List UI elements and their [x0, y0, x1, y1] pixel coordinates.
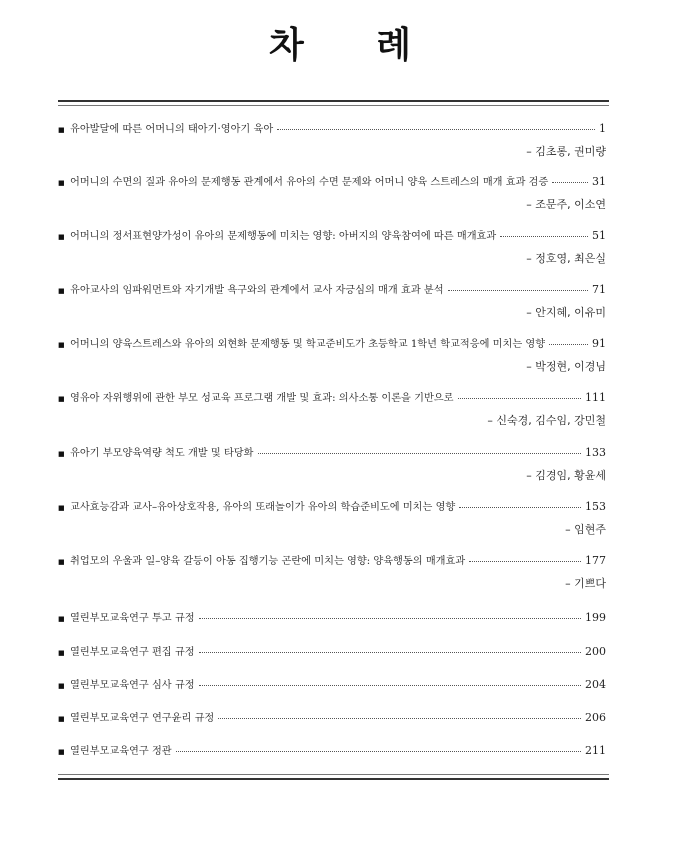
toc-entry-page: 199: [585, 611, 606, 624]
toc-entry-line: [58, 229, 606, 244]
dot-leader: [549, 342, 588, 345]
toc-entry-page: 200: [585, 645, 606, 658]
page-title: 차 례: [268, 25, 442, 66]
dot-leader: [277, 127, 595, 130]
toc-entry-title: 유아기 부모양육역량 척도 개발 및 타당화: [70, 448, 254, 459]
toc-entry-line: [58, 446, 606, 461]
toc-entry-title: 유아발달에 따른 어머니의 태아기·영아기 육아: [70, 124, 274, 135]
toc-entry-line: [58, 122, 606, 137]
toc-entry-page: 51: [592, 229, 606, 242]
square-bullet-icon: ■: [58, 649, 65, 657]
square-bullet-icon: ■: [58, 615, 65, 623]
toc-entry-line: [58, 337, 606, 352]
square-bullet-icon: ■: [58, 450, 65, 458]
toc-entry-page: 111: [585, 391, 606, 404]
toc-entry-line: [58, 645, 606, 660]
square-bullet-icon: ■: [58, 179, 65, 187]
toc-entry-author: – 임현주: [565, 523, 606, 536]
toc-entry[interactable]: [58, 500, 606, 537]
toc-entry-title: 교사효능감과 교사–유아상호작용, 유아의 또래놀이가 유아의 학습준비도에 미치는 영향: [70, 502, 456, 513]
toc-entry[interactable]: [58, 337, 606, 374]
dot-leader: [500, 234, 588, 237]
dot-leader: [218, 716, 581, 719]
toc-entry-page: 204: [585, 678, 606, 691]
toc-entry-line: [58, 611, 606, 626]
square-bullet-icon: ■: [58, 682, 65, 690]
toc-entry-author: – 신숙경, 김수임, 강민철: [487, 414, 606, 427]
toc-entry[interactable]: [58, 122, 606, 159]
toc-entry-page: 153: [585, 500, 606, 513]
square-bullet-icon: ■: [58, 504, 65, 512]
toc-entry-title: 어머니의 양육스트레스와 유아의 외현화 문제행동 및 학교준비도가 초등학교 1학년 학교적응에 미치는 영향: [70, 339, 546, 350]
toc-entry-title: 어머니의 정서표현양가성이 유아의 문제행동에 미치는 영향: 아버지의 양육참여에 따른 매개효과: [70, 231, 497, 242]
square-bullet-icon: ■: [58, 715, 65, 723]
toc-entry-author: – 정호영, 최은실: [526, 252, 606, 265]
square-bullet-icon: ■: [58, 395, 65, 403]
toc-entry-page: 133: [585, 446, 606, 459]
square-bullet-icon: ■: [58, 233, 65, 241]
toc-entry-title: 열린부모교육연구 연구윤리 규정: [70, 713, 215, 724]
toc-entry-line: [58, 283, 606, 298]
toc-entry-title: 유아교사의 임파워먼트와 자기개발 욕구와의 관계에서 교사 자긍심의 매개 효과 분석: [70, 285, 444, 296]
bottom-divider: [58, 774, 609, 780]
dot-leader: [448, 288, 588, 291]
toc-entry-line: [58, 554, 606, 569]
dot-leader: [459, 505, 581, 508]
toc-entry[interactable]: [58, 554, 606, 591]
toc-entry-line: [58, 391, 606, 406]
dot-leader: [469, 559, 581, 562]
toc-entry[interactable]: [58, 678, 606, 693]
dot-leader: [199, 683, 581, 686]
toc-entry-title: 영유아 자위행위에 관한 부모 성교육 프로그램 개발 및 효과: 의사소통 이론을 기반으로: [70, 393, 454, 404]
toc-entry[interactable]: [58, 645, 606, 660]
toc-entry-author: – 김초롱, 권미량: [526, 145, 606, 158]
square-bullet-icon: ■: [58, 748, 65, 756]
toc-entry-line: [58, 678, 606, 693]
square-bullet-icon: ■: [58, 287, 65, 295]
toc-entry-author: – 조문주, 이소연: [526, 198, 606, 211]
square-bullet-icon: ■: [58, 558, 65, 566]
toc-entry-title: 열린부모교육연구 투고 규정: [70, 613, 195, 624]
toc-entry-line: [58, 711, 606, 726]
toc-entry-page: 31: [592, 175, 606, 188]
toc-entry[interactable]: [58, 446, 606, 483]
toc-entry-page: 71: [592, 283, 606, 296]
toc-entry[interactable]: [58, 283, 606, 320]
toc-entry-title: 열린부모교육연구 편집 규정: [70, 647, 195, 658]
toc-entry-page: 91: [592, 337, 606, 350]
toc-entry[interactable]: [58, 175, 606, 212]
toc-entry[interactable]: [58, 744, 606, 759]
toc-entry[interactable]: [58, 611, 606, 626]
dot-leader: [458, 396, 582, 399]
toc-entry-title: 열린부모교육연구 심사 규정: [70, 680, 195, 691]
toc-entry-title: 취업모의 우울과 일–양육 갈등이 아동 집행기능 곤란에 미치는 영향: 양육행동의 매개효과: [70, 556, 466, 567]
square-bullet-icon: ■: [58, 341, 65, 349]
top-divider: [58, 100, 609, 106]
toc-entry[interactable]: [58, 391, 606, 428]
toc-entry-line: [58, 175, 606, 190]
toc-entry-page: 177: [585, 554, 606, 567]
toc-entry-title: 어머니의 수면의 질과 유아의 문제행동 관계에서 유아의 수면 문제와 어머니 양육 스트레스의 매개 효과 검증: [70, 177, 549, 188]
dot-leader: [258, 451, 582, 454]
toc-entry-line: [58, 500, 606, 515]
toc-entry-author: – 김경임, 황윤세: [526, 469, 606, 482]
toc-entry-author: – 기쁘다: [565, 577, 606, 590]
toc-entry-line: [58, 744, 606, 759]
toc-entry-page: 206: [585, 711, 606, 724]
toc-entry-page: 1: [599, 122, 606, 135]
toc-entry-author: – 박정현, 이경님: [526, 360, 606, 373]
toc-entry-author: – 안지혜, 이유미: [526, 306, 606, 319]
toc-entry-title: 열린부모교육연구 정관: [70, 746, 172, 757]
dot-leader: [199, 650, 581, 653]
dot-leader: [199, 616, 581, 619]
toc-entry[interactable]: [58, 711, 606, 726]
dot-leader: [552, 180, 588, 183]
toc-entry-page: 211: [585, 744, 606, 757]
square-bullet-icon: ■: [58, 126, 65, 134]
toc-entry[interactable]: [58, 229, 606, 266]
dot-leader: [176, 749, 581, 752]
